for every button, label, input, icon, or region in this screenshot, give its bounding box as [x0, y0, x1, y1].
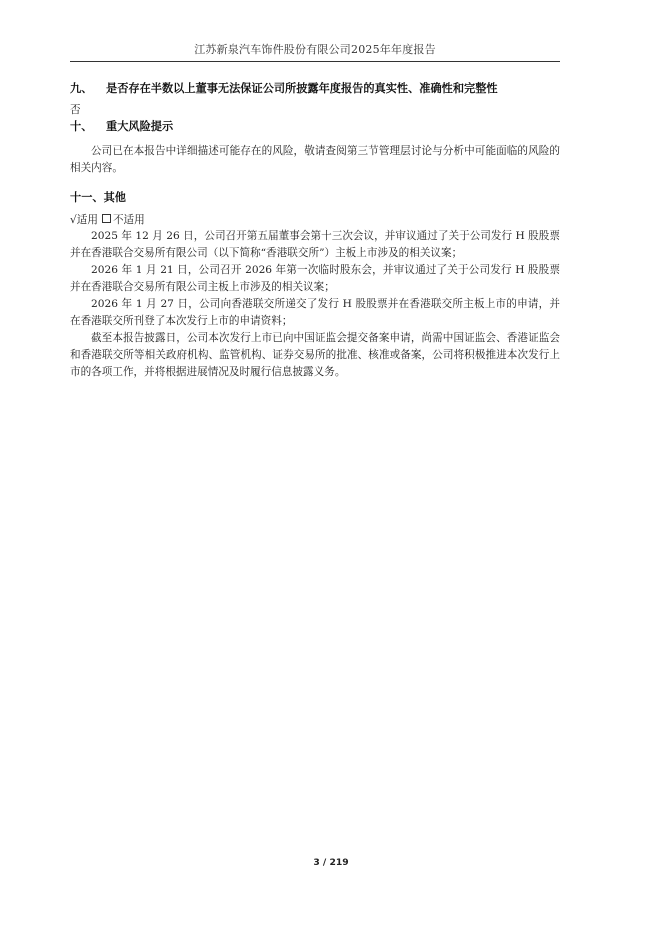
- running-header: 江苏新泉汽车饰件股份有限公司2025年年度报告: [194, 43, 436, 56]
- section-9-title: 是否存在半数以上董事无法保证公司所披露年度报告的真实性、准确性和完整性: [106, 82, 498, 95]
- section-11-heading: 十一、其他: [70, 191, 126, 204]
- checkmark-icon: √: [70, 214, 77, 226]
- other-paragraph: 2026 年 1 月 27 日，公司向香港联交所递交了发行 H 股股票并在香港联交所主板上市的申请，并在香港联交所刊登了本次发行上市的申请资料；: [70, 298, 560, 327]
- section-10-heading: [70, 119, 560, 135]
- empty-checkbox-icon: [102, 214, 111, 223]
- section-10-title: 重大风险提示: [106, 120, 174, 133]
- not-applicable-label: 不适用: [112, 214, 145, 226]
- section-10-number: 十、: [70, 120, 93, 133]
- section-10-body: 公司已在本报告中详细描述可能存在的风险，敬请查阅第三节管理层讨论与分析中可能面临的风险的相关内容。: [70, 145, 560, 174]
- page-content: [70, 80, 560, 381]
- section-9-number: 九、: [70, 82, 93, 95]
- header-rule: [70, 61, 560, 62]
- applicable-label: 适用: [76, 214, 98, 226]
- other-paragraph: 2026 年 1 月 21 日，公司召开 2026 年第一次临时股东会，并审议通过了关于公司发行 H 股股票并在香港联合交易所有限公司主板上市涉及的相关议案；: [70, 264, 560, 293]
- applicability-row: [70, 213, 560, 228]
- other-paragraph: 2025 年 12 月 26 日，公司召开第五届董事会第十三次会议，并审议通过了关于公司发行 H 股股票并在香港联合交易所有限公司（以下简称“香港联交所”）主板上市涉及的相关议案；: [70, 230, 560, 259]
- other-paragraph: 截至本报告披露日，公司本次发行上市已向中国证监会提交备案申请，尚需中国证监会、香港证监会和香港联交所等相关政府机构、监管机构、证券交易所的批准、核准或备案，公司将积极推进本次发行上市的各项工作，并将根据进展情况及时履行信息披露义务。: [70, 332, 560, 378]
- section-9-heading: [70, 81, 560, 97]
- page-number: 3 / 219: [313, 857, 349, 868]
- section-9-answer: 否: [70, 104, 81, 116]
